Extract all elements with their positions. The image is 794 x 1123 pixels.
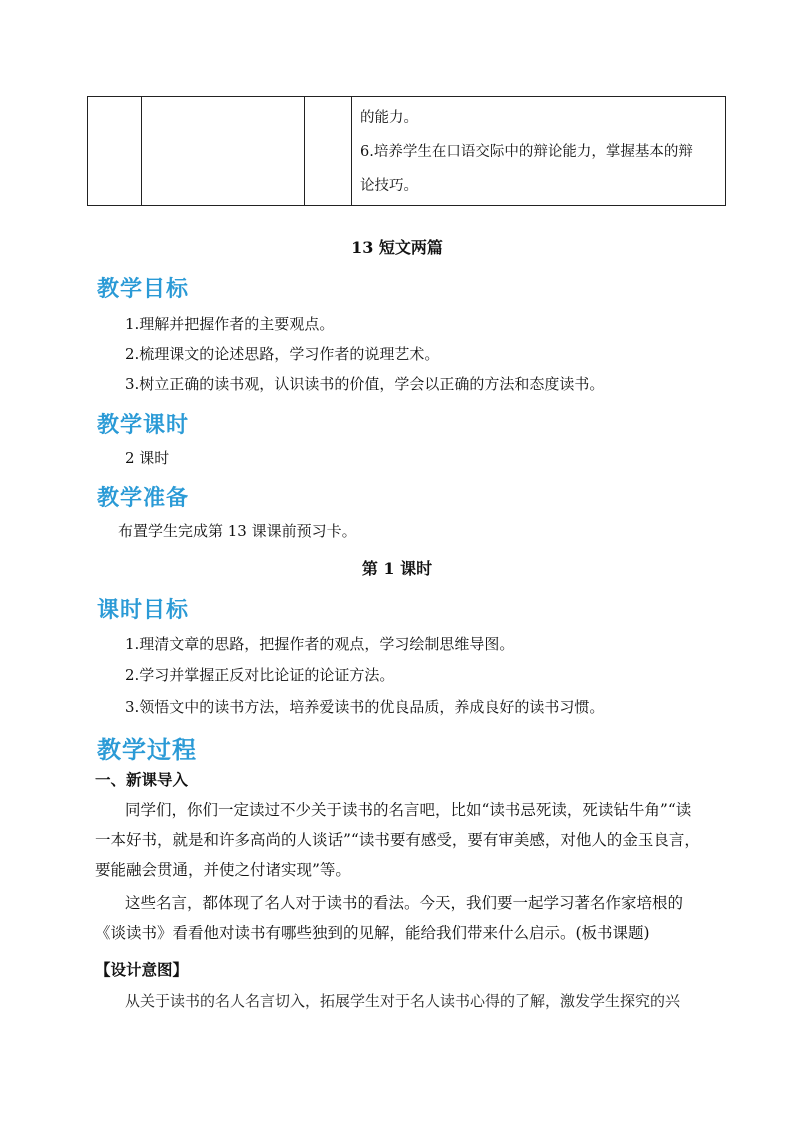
design-intent-text: 从关于读书的名人名言切入，拓展学生对于名人读书心得的了解，激发学生探究的兴: [125, 992, 681, 1010]
paragraph-line: 这些名言，都体现了名人对于读书的看法。今天，我们要一起学习著名作家培根的: [125, 894, 684, 912]
table-row: [88, 97, 726, 206]
section-heading-process: 教学过程: [97, 736, 197, 764]
goal-item: 2.梳理课文的论述思路，学习作者的说理艺术。: [125, 345, 440, 363]
paragraph-line: 《谈读书》看看他对读书有哪些独到的见解，能给我们带来什么启示。(板书课题): [95, 924, 650, 942]
cell-line: 论技巧。: [360, 178, 418, 194]
subsection-heading: 一、新课导入: [95, 771, 189, 789]
cell-line: 的能力。: [360, 110, 418, 126]
table-cell-empty: [142, 97, 305, 206]
table-fragment: [87, 96, 726, 206]
design-intent-label: 【设计意图】: [95, 961, 189, 979]
hours-text: 2 课时: [125, 449, 170, 467]
period-goal-item: 2.学习并掌握正反对比论证的论证方法。: [125, 666, 395, 684]
prep-text: 布置学生完成第 13 课课前预习卡。: [118, 522, 357, 540]
paragraph-line: 同学们，你们一定读过不少关于读书的名言吧，比如“读书忌死读，死读钻牛角”“读: [125, 801, 692, 819]
lesson-title: 13 短文两篇: [351, 238, 443, 257]
cell-line: 6.培养学生在口语交际中的辩论能力，掌握基本的辩: [360, 144, 693, 160]
goal-item: 3.树立正确的读书观，认识读书的价值，学会以正确的方法和态度读书。: [125, 375, 605, 393]
intro-paragraph: [95, 795, 729, 885]
period-goal-item: 3.领悟文中的读书方法，培养爱读书的优良品质，养成良好的读书习惯。: [125, 698, 605, 716]
intro-paragraph-2: [95, 888, 729, 948]
table-cell-empty: [305, 97, 352, 206]
section-heading-period-goals: 课时目标: [97, 598, 190, 623]
paragraph-line: 一本好书，就是和许多高尚的人谈话”“读书要有感受，要有审美感，对他人的金玉良言，: [95, 831, 700, 849]
table-cell-empty: [88, 97, 142, 206]
section-heading-prep: 教学准备: [97, 486, 190, 511]
period-goal-item: 1.理清文章的思路，把握作者的观点，学习绘制思维导图。: [125, 635, 515, 653]
goal-item: 1.理解并把握作者的主要观点。: [125, 315, 335, 333]
section-heading-hours: 教学课时: [97, 413, 190, 438]
paragraph-line: 要能融会贯通，并使之付诸实现”等。: [95, 861, 351, 879]
table-cell-goals: [352, 97, 726, 206]
period-title: 第 1 课时: [361, 559, 433, 578]
section-heading-goals: 教学目标: [97, 277, 190, 302]
